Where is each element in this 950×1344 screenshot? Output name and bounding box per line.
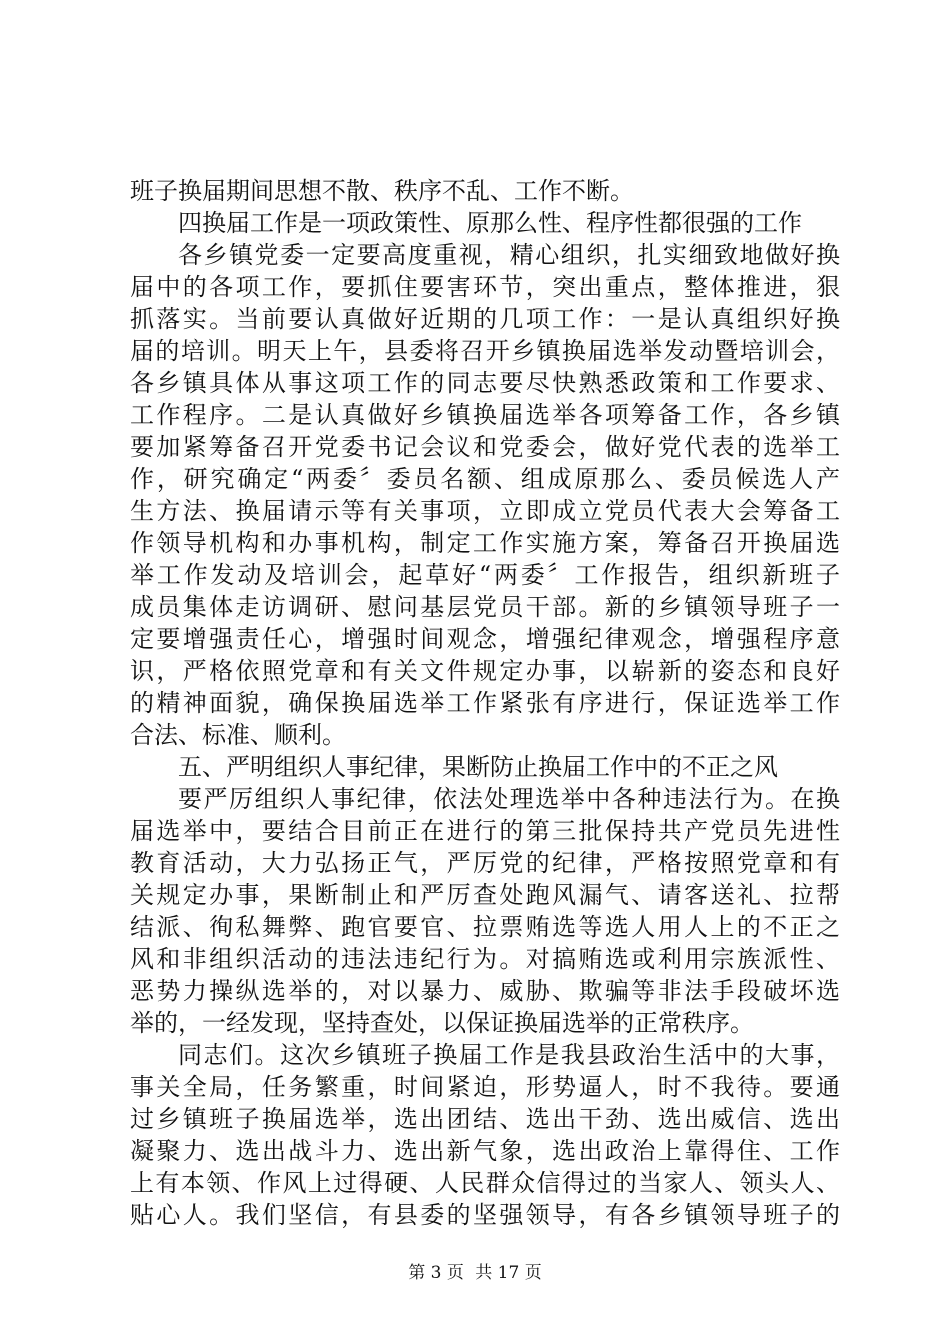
text-line: 定要增强责任心，增强时间观念，增强纪律观念，增强程序意 (130, 625, 840, 653)
text-line: 恶势力操纵选举的，对以暴力、威胁、欺骗等非法手段破坏选 (130, 977, 840, 1005)
text-line: 工作程序。二是认真做好乡镇换届选举各项筹备工作，各乡镇 (130, 401, 840, 429)
text-line: 结派、徇私舞弊、跑官要官、拉票贿选等选人用人上的不正之 (130, 913, 840, 941)
text-line: 各乡镇具体从事这项工作的同志要尽快熟悉政策和工作要求、 (130, 369, 840, 397)
text-line: 事关全局，任务繁重，时间紧迫，形势逼人，时不我待。要通 (130, 1073, 840, 1101)
text-line: 风和非组织活动的违法违纪行为。对搞贿选或利用宗族派性、 (130, 945, 840, 973)
text-line: 同志们。这次乡镇班子换届工作是我县政治生活中的大事， (178, 1041, 840, 1069)
text-line: 四换届工作是一项政策性、原那么性、程序性都很强的工作 (178, 209, 802, 237)
text-line: 要严厉组织人事纪律，依法处理选举中各种违法行为。在换 (178, 785, 840, 813)
text-line: 成员集体走访调研、慰问基层党员干部。新的乡镇领导班子一 (130, 593, 840, 621)
text-line: 要加紧筹备召开党委书记会议和党委会，做好党代表的选举工 (130, 433, 840, 461)
body-text (130, 175, 840, 1231)
text-line: 班子换届期间思想不散、秩序不乱、工作不断。 (130, 177, 634, 205)
text-line: 过乡镇班子换届选举，选出团结、选出干劲、选出威信、选出 (130, 1105, 840, 1133)
text-line: 贴心人。我们坚信，有县委的坚强领导，有各乡镇领导班子的 (130, 1201, 840, 1229)
text-line: 关规定办事，果断制止和严厉查处跑风漏气、请客送礼、拉帮 (130, 881, 840, 909)
total-pages: 共 17 页 (475, 1263, 542, 1283)
text-line: 届中的各项工作，要抓住要害环节，突出重点，整体推进，狠 (130, 273, 840, 301)
text-line: 作领导机构和办事机构，制定工作实施方案，筹备召开换届选 (130, 529, 840, 557)
page-number: 第 3 页 (408, 1263, 464, 1283)
text-line: 识，严格依照党章和有关文件规定办事，以崭新的姿态和良好 (130, 657, 840, 685)
page-footer (0, 1262, 950, 1284)
text-line: 生方法、换届请示等有关事项，立即成立党员代表大会筹备工 (130, 497, 840, 525)
text-line: 届的培训。明天上午，县委将召开乡镇换届选举发动暨培训会， (130, 337, 840, 365)
text-line: 的精神面貌，确保换届选举工作紧张有序进行，保证选举工作 (130, 689, 840, 717)
text-line: 合法、标准、顺利。 (130, 721, 346, 749)
text-line: 各乡镇党委一定要高度重视，精心组织，扎实细致地做好换 (178, 241, 840, 269)
text-line: 抓落实。当前要认真做好近期的几项工作：一是认真组织好换 (130, 305, 840, 333)
text-line: 届选举中，要结合目前正在进行的第三批保持共产党员先进性 (130, 817, 840, 845)
text-line: 作，研究确定“两委〞委员名额、组成原那么、委员候选人产 (130, 465, 840, 493)
text-line: 举的，一经发现，坚持查处，以保证换届选举的正常秩序。 (130, 1009, 754, 1037)
text-line: 凝聚力、选出战斗力、选出新气象，选出政治上靠得住、工作 (130, 1137, 840, 1165)
text-line: 教育活动，大力弘扬正气，严厉党的纪律，严格按照党章和有 (130, 849, 840, 877)
text-line: 举工作发动及培训会，起草好“两委〞工作报告，组织新班子 (130, 561, 840, 589)
text-line: 上有本领、作风上过得硬、人民群众信得过的当家人、领头人、 (130, 1169, 840, 1197)
text-line: 五、严明组织人事纪律，果断防止换届工作中的不正之风 (178, 753, 778, 781)
